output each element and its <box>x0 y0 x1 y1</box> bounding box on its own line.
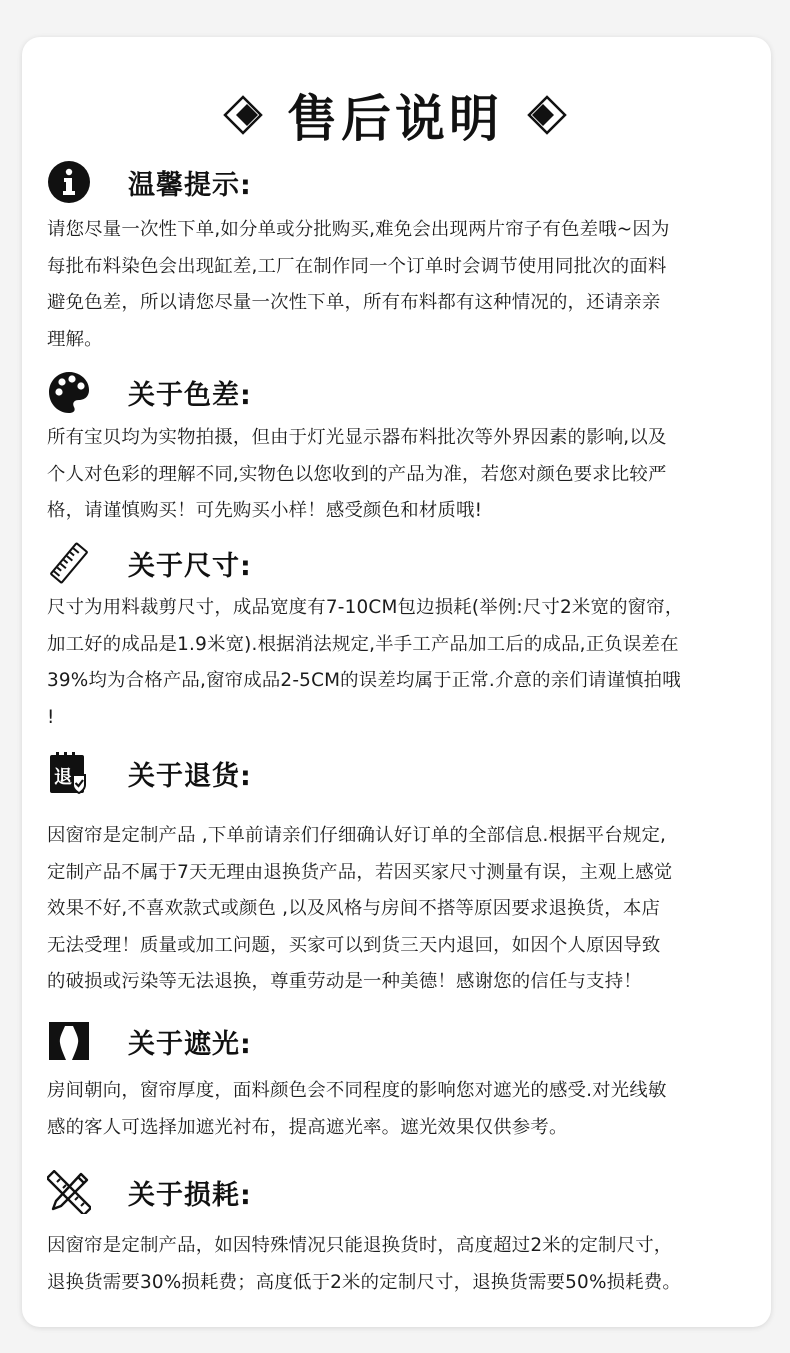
section-body-return <box>47 818 747 1001</box>
text-line: 因窗帘是定制产品 ,下单前请亲们仔细确认好订单的全部信息.根据平台规定, <box>47 825 667 846</box>
text-line: 格，请谨慎购买！可先购买小样！感受颜色和材质哦! <box>47 500 483 522</box>
section-heading-text: 温馨提示: <box>128 169 252 201</box>
text-line: 定制产品不属于7天无理由退换货产品，若因买家尺寸测量有误，主观上感觉 <box>47 861 673 883</box>
page-title: 售后说明 <box>287 90 503 148</box>
section-heading-return <box>47 748 252 798</box>
text-line: 感的客人可选择加遮光衬布，提高遮光率。遮光效果仅供参考。 <box>47 1116 568 1138</box>
section-heading-text: 关于遮光: <box>128 1028 252 1060</box>
section-heading-loss <box>47 1167 252 1217</box>
curtain-icon <box>47 1019 91 1063</box>
text-line: 退换货需要30%损耗费；高度低于2米的定制尺寸，退换货需要50%损耗费。 <box>47 1271 681 1293</box>
section-body-color <box>47 420 747 530</box>
section-heading-text: 关于尺寸: <box>128 550 252 582</box>
section-body-tips <box>47 212 747 358</box>
diamond-right-icon <box>527 95 567 135</box>
section-heading-text: 关于退货: <box>128 760 252 792</box>
text-line: 的破损或污染等无法退换，尊重劳动是一种美德！感谢您的信任与支持！ <box>47 971 642 993</box>
palette-icon <box>47 370 91 414</box>
section-heading-text: 关于损耗: <box>128 1179 252 1211</box>
section-heading-color <box>47 367 252 417</box>
section-body-size <box>47 590 747 736</box>
text-line: 无法受理！质量或加工问题，买家可以到货三天内退回，如因个人原因导致 <box>47 934 661 956</box>
text-line: 房间朝向，窗帘厚度，面料颜色会不同程度的影响您对遮光的感受.对光线敏 <box>47 1080 667 1101</box>
return-icon-label: 退 <box>54 767 72 788</box>
text-line: 请您尽量一次性下单,如分单或分批购买,难免会出现两片帘子有色差哦~因为 <box>47 219 670 240</box>
text-line: 所有宝贝均为实物拍摄，但由于灯光显示器布料批次等外界因素的影响,以及 <box>47 427 667 448</box>
section-heading-size <box>47 538 252 588</box>
diamond-left-icon <box>223 95 263 135</box>
section-heading-tips <box>47 157 252 207</box>
section-body-loss <box>47 1228 747 1301</box>
section-body-blackout <box>47 1073 747 1146</box>
text-line: 避免色差，所以请您尽量一次性下单，所有布料都有这种情况的，还请亲亲 <box>47 292 661 314</box>
text-line: 39%均为合格产品,窗帘成品2-5CM的误差均属于正常.介意的亲们请谨慎拍哦 <box>47 670 681 692</box>
text-line: ! <box>47 706 55 728</box>
return-icon <box>47 751 91 795</box>
text-line: 个人对色彩的理解不同,实物色以您收到的产品为准，若您对颜色要求比较严 <box>47 463 667 485</box>
info-icon <box>47 160 91 204</box>
text-line: 每批布料染色会出现缸差,工厂在制作同一个订单时会调节使用同批次的面料 <box>47 255 667 277</box>
text-line: 加工好的成品是1.9米宽).根据消法规定,半手工产品加工后的成品,正负误差在 <box>47 633 679 655</box>
text-line: 尺寸为用料裁剪尺寸，成品宽度有7-10CM包边损耗(举例:尺寸2米宽的窗帘， <box>47 597 684 618</box>
text-line: 效果不好,不喜欢款式或颜色 ,以及风格与房间不搭等原因要求退换货，本店 <box>47 898 661 920</box>
text-line: 理解。 <box>47 328 103 350</box>
text-line: 因窗帘是定制产品，如因特殊情况只能退换货时，高度超过2米的定制尺寸， <box>47 1235 673 1256</box>
title-row <box>0 80 790 150</box>
pencil-ruler-icon <box>47 1170 91 1214</box>
ruler-icon <box>47 541 91 585</box>
section-heading-blackout <box>47 1016 252 1066</box>
section-heading-text: 关于色差: <box>128 379 252 411</box>
